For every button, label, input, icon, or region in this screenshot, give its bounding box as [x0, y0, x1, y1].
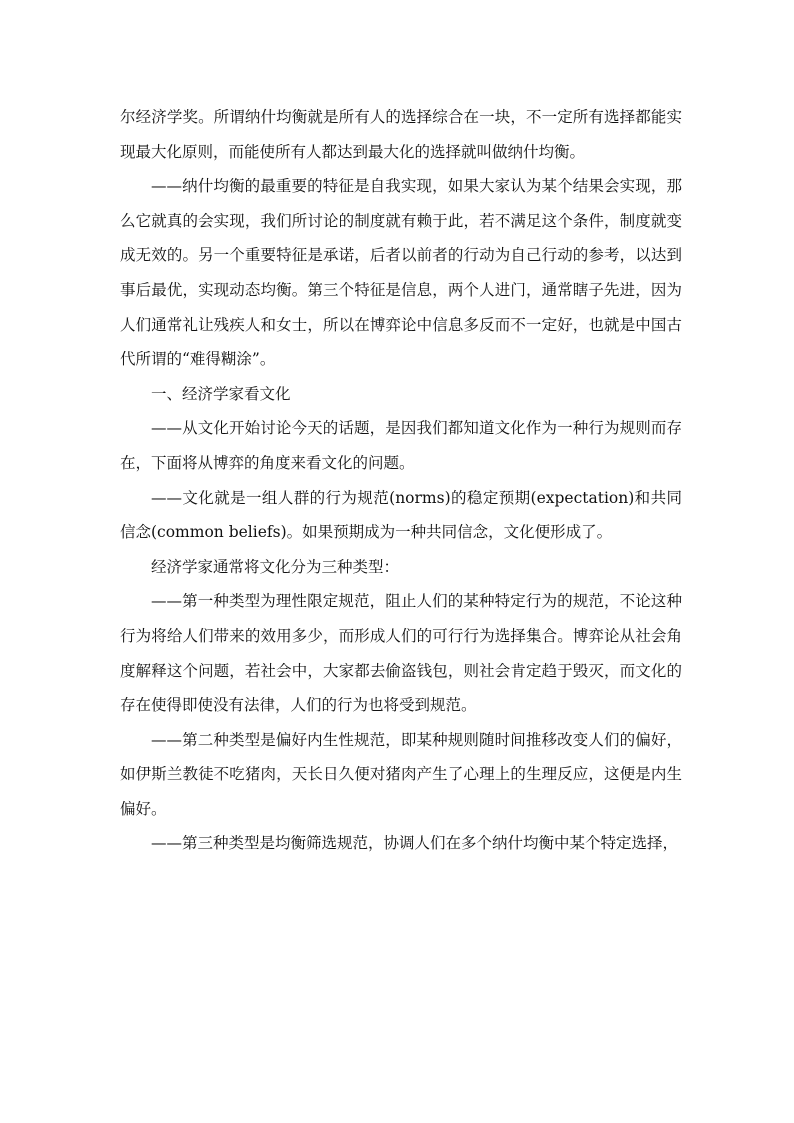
- paragraph-culture-definition: ——文化就是一组人群的行为规范(norms)的稳定预期(expectation)和共同信念(common beliefs)。如果预期成为一种共同信念，文化便形成了。: [120, 488, 682, 542]
- paragraph-culture-type-two: ——第二种类型是偏好内生性规范，即某种规则随时间推移改变人们的偏好，如伊斯兰教徒不吃猪肉，天长日久便对猪肉产生了心理上的生理反应，这便是内生偏好。: [120, 730, 682, 818]
- paragraph-culture-intro: ——从文化开始讨论今天的话题，是因我们都知道文化作为一种行为规则而存在，下面将从博弈的角度来看文化的问题。: [120, 419, 682, 472]
- document-page: [120, 100, 682, 861]
- paragraph-nash-features: ——纳什均衡的最重要的特征是自我实现，如果大家认为某个结果会实现，那么它就真的会实现，我们所讨论的制度就有赖于此，若不满足这个条件，制度就变成无效的。另一个重要特征是承诺，后者以前者的行动为自己行动的参考，以达到事后最优，实现动态均衡。第三个特征是信息，两个人进门，通常瞎子先进，因为人们通常礼让残疾人和女士，所以在博弈论中信息多反而不一定好，也就是中国古代所谓的“难得糊涂”。: [120, 177, 682, 369]
- paragraph-culture-type-one: ——第一种类型为理性限定规范，阻止人们的某种特定行为的规范，不论这种行为将给人们带来的效用多少，而形成人们的可行行为选择集合。博弈论从社会角度解释这个问题，若社会中，大家都去偷盗钱包，则社会肯定趋于毁灭，而文化的存在使得即使没有法律，人们的行为也将受到规范。: [120, 592, 682, 715]
- paragraph-nash-definition: 尔经济学奖。所谓纳什均衡就是所有人的选择综合在一块，不一定所有选择都能实现最大化原则，而能使所有人都达到最大化的选择就叫做纳什均衡。: [120, 108, 682, 161]
- section-heading-economists-view-culture: 一、经济学家看文化: [151, 384, 291, 403]
- paragraph-culture-type-three: ——第三种类型是均衡筛选规范，协调人们在多个纳什均衡中某个特定选择，: [151, 834, 679, 853]
- paragraph-culture-types-intro: 经济学家通常将文化分为三种类型：: [151, 557, 400, 576]
